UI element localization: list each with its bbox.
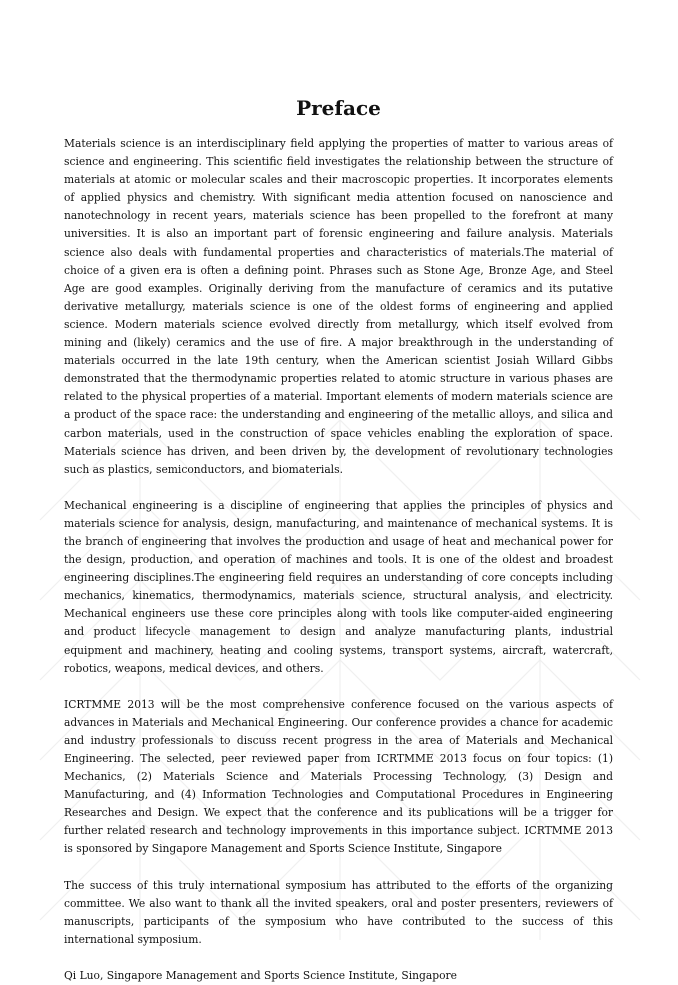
paragraph-acknowledgements: The success of this truly international symposium has attributed to the efforts of the organizing committee. We also want to thank all the invited speakers, oral and poster presenters, reviewers of manuscripts, participants of the symposium who have contributed to the success of this international symposium. [64, 878, 613, 946]
preface-page [64, 96, 613, 985]
paragraph-mechanical-engineering: Mechanical engineering is a discipline of engineering that applies the principles of physics and materials science for analysis, design, manufacturing, and maintenance of mechanical systems. It is the branch of engineering that involves the production and usage of heat and mechanical power for the design, production, and operation of machines and tools. It is one of the oldest and broadest engineering disciplines.The engineering field requires an understanding of core concepts including mechanics, kinematics, thermodynamics, materials science, structural analysis, and electricity. Mechanical engineers use these core principles along with tools like computer-aided engineering and product lifecycle management to design and analyze manufacturing plants, industrial equipment and machinery, heating and cooling systems, transport systems, aircraft, watercraft, robotics, weapons, medical devices, and others. [64, 498, 613, 675]
author-signature: Qi Luo, Singapore Management and Sports Science Institute, Singapore [64, 968, 457, 982]
page-title: Preface [296, 96, 381, 120]
paragraph-materials-science: Materials science is an interdisciplinary field applying the properties of matter to various areas of science and engineering. This scientific field investigates the relationship between the structure of materials at atomic or molecular scales and their macroscopic properties. It incorporates elements of applied physics and chemistry. With significant media attention focused on nanoscience and nanotechnology in recent years, materials science has been propelled to the forefront at many universities. It is also an important part of forensic engineering and failure analysis. Materials science also deals with fundamental properties and characteristics of materials.The material of choice of a given era is often a defining point. Phrases such as Stone Age, Bronze Age, and Steel Age are good examples. Originally deriving from the manufacture of ceramics and its putative derivative metallurgy, materials science is one of the oldest forms of engineering and applied science. Modern materials science evolved directly from metallurgy, which itself evolved from mining and (likely) ceramics and the use of fire. A major breakthrough in the understanding of materials occurred in the late 19th century, when the American scientist Josiah Willard Gibbs demonstrated that the thermodynamic properties related to atomic structure in various phases are related to the physical properties of a material. Important elements of modern materials science are a product of the space race: the understanding and engineering of the metallic alloys, and silica and carbon materials, used in the construction of space vehicles enabling the exploration of space. Materials science has driven, and been driven by, the development of revolutionary technologies such as plastics, semiconductors, and biomaterials. [64, 137, 613, 476]
paragraph-conference-overview: ICRTMME 2013 will be the most comprehensive conference focused on the various aspects of advances in Materials and Mechanical Engineering. Our conference provides a chance for academic and industry professionals to discuss recent progress in the area of Materials and Mechanical Engineering. The selected, peer reviewed paper from ICRTMME 2013 focus on four topics: (1) Mechanics, (2) Materials Science and Materials Processing Technology, (3) Design and Manufacturing, and (4) Information Technologies and Computational Procedures in Engineering Researches and Design. We expect that the conference and its publications will be a trigger for further related research and technology improvements in this importance subject. ICRTMME 2013 is sponsored by Singapore Management and Sports Science Institute, Singapore [64, 697, 613, 856]
